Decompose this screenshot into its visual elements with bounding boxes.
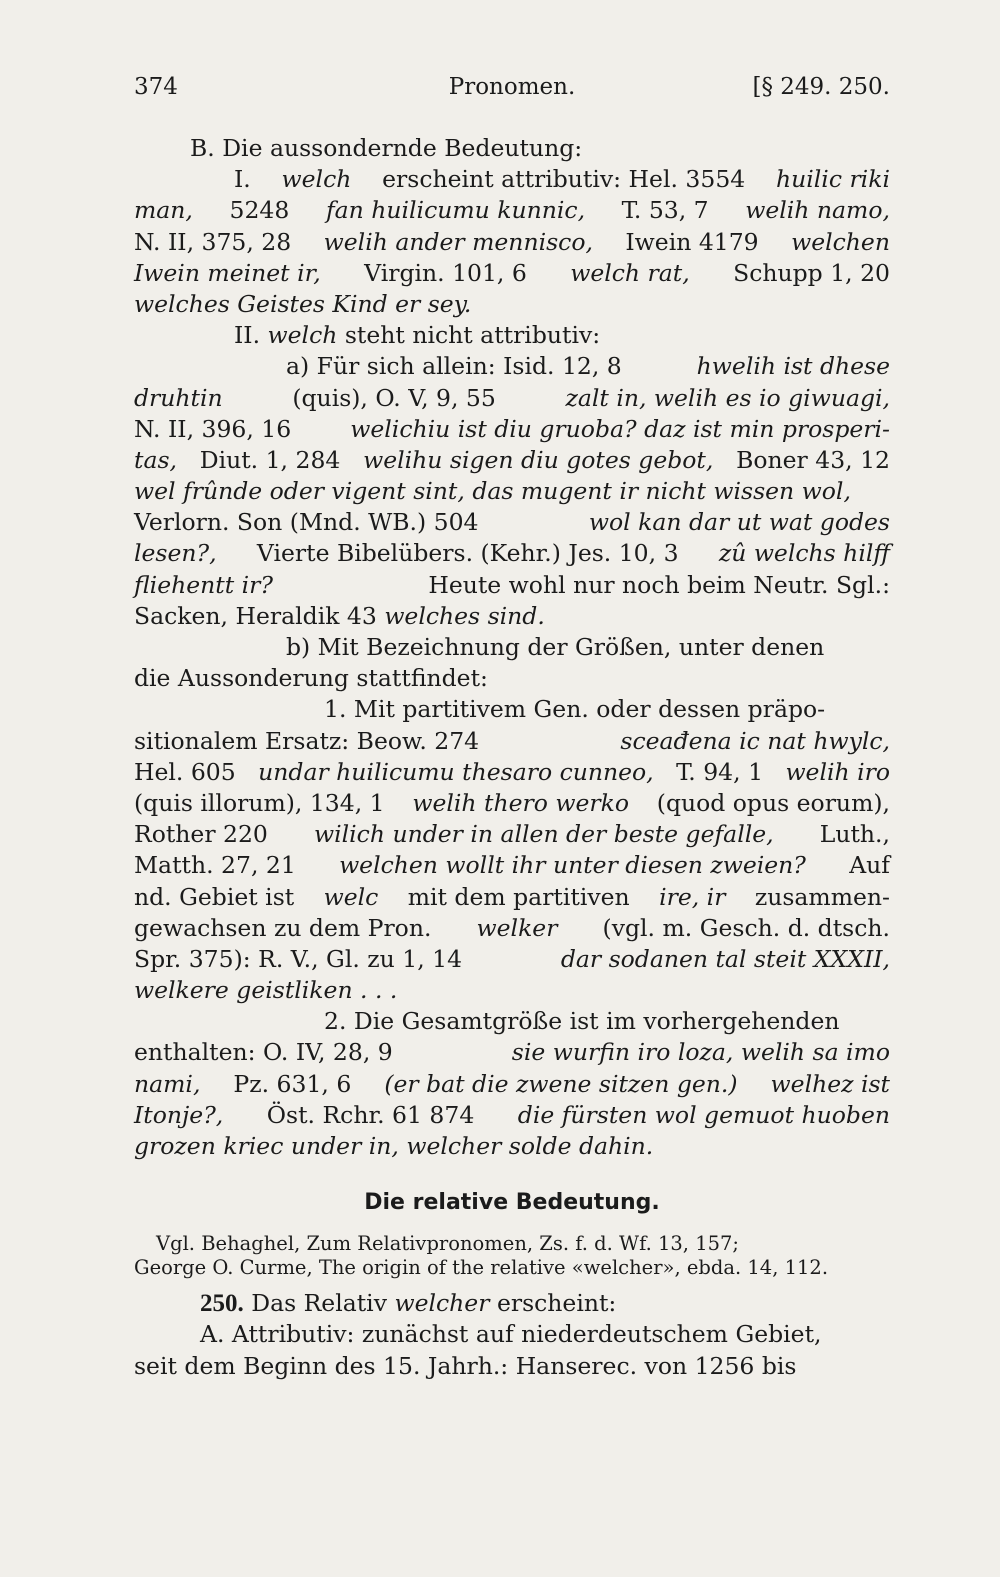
- text-line: Iwein meinet ir, Virgin. 101, 6 welch rat, Schupp 1, 20: [134, 258, 890, 287]
- section-reference: [§ 249. 250.: [752, 74, 890, 100]
- text-line: 1. Mit partitivem Gen. oder dessen präpo-: [324, 695, 826, 724]
- text-line: nami, Pz. 631, 6 (er bat die zwene sitzen gen.) welhez ist: [134, 1069, 890, 1098]
- text-line: fliehentt ir? Heute wohl nur noch beim Neutr. Sgl.:: [134, 570, 890, 599]
- text-line: Spr. 375): R. V., Gl. zu 1, 14 dar sodanen tal steit XXXII,: [134, 944, 890, 973]
- text-line: Sacken, Heraldik 43 welches sind.: [134, 601, 545, 630]
- text-line: enthalten: O. IV, 28, 9 sie wurfin iro loza, welih sa imo: [134, 1038, 890, 1067]
- section-number: 250.: [200, 1290, 244, 1318]
- text-line: Verlorn. Son (Mnd. WB.) 504 wol kan dar ut wat godes: [134, 508, 890, 537]
- text-line: B. Die aussondernde Bedeutung:: [190, 134, 583, 162]
- page-header: [134, 74, 890, 108]
- text-line: Hel. 605 undar huilicumu thesaro cunneo, T. 94, 1 welih iro: [134, 757, 890, 786]
- text-line: gewachsen zu dem Pron. welker (vgl. m. Gesch. d. dtsch.: [134, 913, 890, 942]
- text-line: I. welch erscheint attributiv: Hel. 3554 huilic riki: [234, 165, 890, 194]
- text-line: grozen kriec under in, welcher solde dahin.: [134, 1132, 654, 1160]
- text-line: Itonje?, Öst. Rchr. 61 874 die fürsten wol gemuot huoben: [134, 1100, 890, 1129]
- text-line: 2. Die Gesamtgröße ist im vorhergehenden: [324, 1007, 840, 1036]
- text-line: A. Attributiv: zunächst auf niederdeutschem Gebiet,: [200, 1320, 822, 1349]
- text-line: man, 5248 fan huilicumu kunnic, T. 53, 7 welih namo,: [134, 196, 890, 225]
- text-line: wel frûnde oder vigent sint, das mugent ir nicht wissen wol,: [134, 477, 851, 506]
- text-line: welkere geistliken . . .: [134, 976, 398, 1005]
- text-line: lesen?, Vierte Bibelübers. (Kehr.) Jes. 10, 3 zû welchs hilff: [134, 539, 890, 568]
- text-line: N. II, 396, 16 welichiu ist diu gruoba? daz ist min prosperi-: [134, 414, 890, 443]
- page-number: 374: [134, 74, 178, 100]
- text-line: seit dem Beginn des 15. Jahrh.: Hanserec. von 1256 bis: [134, 1351, 797, 1380]
- text-line: b) Mit Bezeichnung der Größen, unter denen: [286, 633, 825, 661]
- text-line: N. II, 375, 28 welih ander mennisco, Iwein 4179 welchen: [134, 227, 890, 256]
- main-text: [134, 133, 890, 1382]
- section-250-heading: 250. Das Relativ welcher erscheint:: [134, 1288, 890, 1319]
- text-line: (quis illorum), 134, 1 welih thero werko (quod opus eorum),: [134, 788, 890, 817]
- reference-line: Vgl. Behaghel, Zum Relativpronomen, Zs. f. d. Wf. 13, 157;: [156, 1232, 739, 1256]
- text-line: Rother 220 wilich under in allen der beste gefalle, Luth.,: [134, 820, 890, 849]
- running-head: Pronomen.: [448, 74, 576, 100]
- text-line: sitionalem Ersatz: Beow. 274 sceađena ic nat hwylc,: [134, 726, 890, 755]
- subsection-title: Die relative Bedeutung.: [364, 1190, 660, 1216]
- text-line: a) Für sich allein: Isid. 12, 8 hwelih ist dhese: [286, 352, 890, 381]
- text-line: die Aussonderung stattfindet:: [134, 664, 488, 693]
- text-line: nd. Gebiet ist welc mit dem partitiven ire, ir zusammen-: [134, 882, 890, 911]
- text-line: Matth. 27, 21 welchen wollt ihr unter diesen zweien? Auf: [134, 851, 890, 880]
- reference-line: George O. Curme, The origin of the relative «welcher», ebda. 14, 112.: [134, 1256, 829, 1280]
- text-line: tas, Diut. 1, 284 welihu sigen diu gotes gebot, Boner 43, 12: [134, 445, 890, 474]
- text-line: welches Geistes Kind er sey.: [134, 289, 472, 318]
- text-line: druhtin (quis), O. V, 9, 55 zalt in, welih es io giwuagi,: [134, 383, 890, 412]
- text-line: II. welch steht nicht attributiv:: [234, 321, 601, 350]
